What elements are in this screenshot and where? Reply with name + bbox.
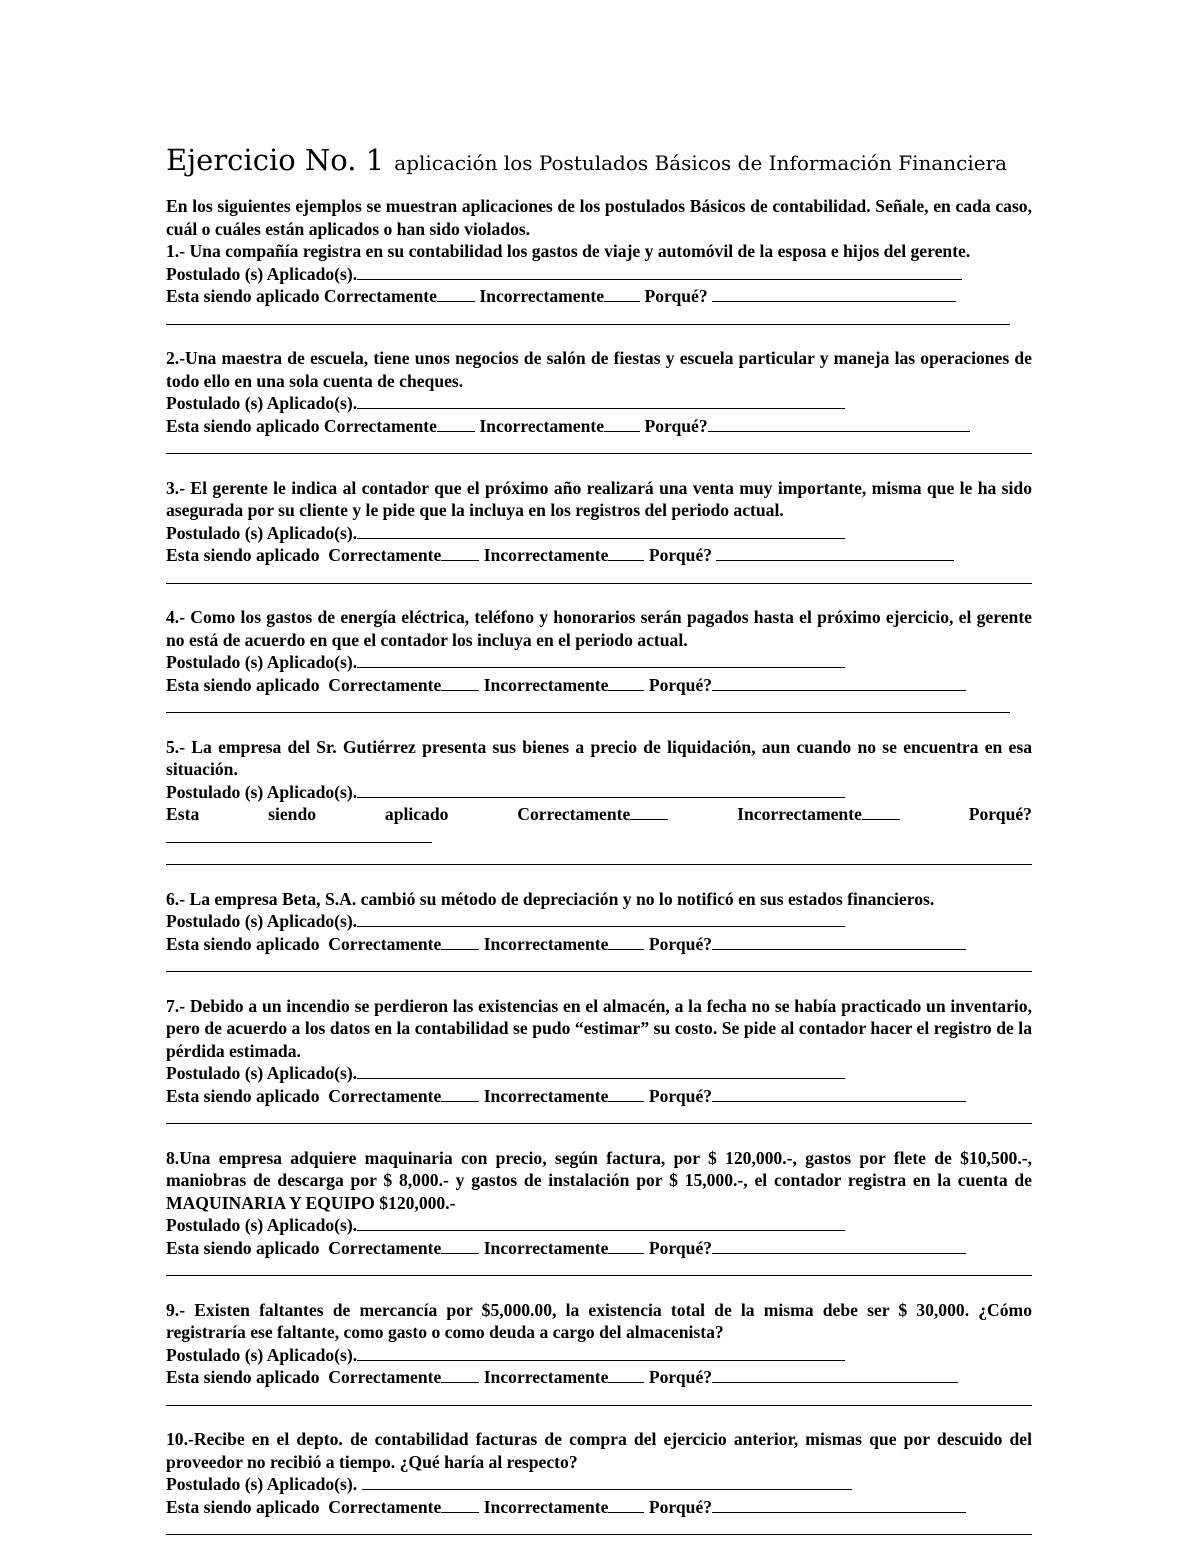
exercise-8-text: 8.Una empresa adquiere maquinaria con precio, según factura, por $ 120,000.-, gastos por flete de $10,500.-, maniobras de descarga por $ 8,000.- y gastos de instalación por $ 15,000.-, el contador registra en la cuenta de MAQUINARIA Y EQUIPO $120,000.-	[166, 1147, 1032, 1213]
postulado-line	[166, 1344, 1032, 1367]
postulado-blank[interactable]	[357, 1214, 845, 1231]
postulado-label: Postulado (s) Aplicado(s).	[166, 393, 358, 413]
intro-paragraph: En los siguientes ejemplos se muestran aplicaciones de los postulados Básicos de contabilidad. Señale, en cada caso, cuál o cuáles están aplicados o han sido violados.	[166, 196, 1032, 239]
correctamente-blank[interactable]	[441, 544, 479, 561]
postulado-line	[166, 910, 1032, 933]
esta-label: Esta siendo aplicado	[166, 415, 320, 436]
aplicado-line	[166, 544, 1032, 567]
correctamente-label: Correctamente	[328, 1496, 442, 1517]
postulado-line	[166, 1473, 1032, 1496]
porque-label: Porqué?	[648, 1085, 713, 1106]
correctamente-label: Correctamente	[328, 1237, 442, 1258]
porque-blank[interactable]	[712, 1496, 966, 1513]
siendo-word: siendo	[268, 804, 317, 824]
title-subtitle: aplicación los Postulados Básicos de Información Financiera	[394, 151, 1008, 175]
esta-label: Esta siendo aplicado	[166, 1496, 320, 1517]
porque-blank[interactable]	[712, 1366, 958, 1383]
answer-rule[interactable]	[166, 1259, 1032, 1276]
porque-label: Porqué?	[968, 804, 1032, 824]
porque-label: Porqué?	[648, 933, 713, 954]
incorrectamente-blank[interactable]	[608, 544, 644, 561]
esta-label: Esta siendo aplicado	[166, 1085, 320, 1106]
answer-rule[interactable]	[166, 308, 1010, 325]
aplicado-line	[166, 415, 1032, 438]
postulado-label: Postulado (s) Aplicado(s).	[166, 1344, 358, 1365]
correctamente-label: Correctamente	[517, 804, 631, 824]
incorrectamente-label: Incorrectamente	[479, 286, 605, 306]
answer-rule[interactable]	[166, 1518, 1032, 1535]
correctamente-blank[interactable]	[441, 1496, 479, 1513]
postulado-label: Postulado (s) Aplicado(s).	[166, 522, 358, 543]
postulado-line	[166, 522, 1032, 545]
postulado-blank[interactable]	[357, 263, 962, 280]
postulado-label: Postulado (s) Aplicado(s).	[166, 263, 358, 284]
aplicado-line	[166, 1237, 1032, 1260]
esta-label: Esta siendo aplicado	[166, 933, 320, 954]
porque-blank[interactable]	[712, 285, 956, 302]
incorrectamente-blank[interactable]	[608, 674, 644, 691]
answer-rule[interactable]	[166, 1107, 1032, 1124]
page-title	[166, 140, 1007, 178]
aplicado-line	[166, 674, 1032, 697]
incorrectamente-label: Incorrectamente	[483, 1496, 609, 1517]
exercise-3-text: 3.- El gerente le indica al contador que el próximo año realizará una venta muy importante, misma que le ha sido asegurada por su cliente y le pide que la incluya en los registros del periodo actual.	[166, 477, 1032, 520]
title-main: Ejercicio No. 1	[166, 143, 385, 177]
exercise-2-text: 2.-Una maestra de escuela, tiene unos negocios de salón de fiestas y escuela particular y maneja las operaciones de todo ello en una sola cuenta de cheques.	[166, 348, 1032, 391]
postulado-line	[166, 1062, 1032, 1085]
incorrectamente-label: Incorrectamente	[483, 1085, 609, 1106]
answer-rule[interactable]	[166, 1389, 1032, 1406]
porque-label: Porqué?	[644, 415, 708, 436]
esta-label: Esta siendo aplicado	[166, 1367, 320, 1387]
postulado-line	[166, 781, 1032, 804]
incorrectamente-blank[interactable]	[862, 803, 900, 820]
esta-label: Esta siendo aplicado	[166, 1237, 320, 1258]
porque-label: Porqué?	[644, 286, 708, 306]
postulado-label: Postulado (s) Aplicado(s).	[166, 652, 358, 672]
postulado-line	[166, 651, 1032, 674]
incorrectamente-blank[interactable]	[608, 1496, 644, 1513]
postulado-line	[166, 263, 1032, 286]
exercise-5-text: 5.- La empresa del Sr. Gutiérrez presenta sus bienes a precio de liquidación, aun cuando no se encuentra en esa situación.	[166, 736, 1032, 779]
correctamente-blank[interactable]	[437, 415, 475, 432]
incorrectamente-blank[interactable]	[604, 285, 640, 302]
esta-word: Esta	[166, 804, 200, 824]
esta-label: Esta siendo aplicado	[166, 674, 320, 695]
correctamente-label: Correctamente	[328, 674, 442, 695]
incorrectamente-label: Incorrectamente	[479, 415, 605, 436]
correctamente-blank[interactable]	[441, 1237, 479, 1254]
porque-label: Porqué?	[648, 545, 713, 565]
postulado-blank[interactable]	[357, 1062, 845, 1079]
porque-blank[interactable]	[712, 933, 966, 950]
postulado-line	[166, 1214, 1032, 1237]
postulado-blank[interactable]	[357, 392, 845, 409]
esta-label: Esta siendo aplicado	[166, 545, 320, 565]
postulado-label: Postulado (s) Aplicado(s).	[166, 1063, 358, 1083]
postulado-label: Postulado (s) Aplicado(s).	[166, 1474, 358, 1494]
aplicado-word: aplicado	[384, 804, 449, 824]
aplicado-line	[166, 285, 1032, 308]
answer-rule[interactable]	[166, 567, 1032, 584]
answer-rule[interactable]	[166, 437, 1032, 454]
porque-blank[interactable]	[712, 674, 966, 691]
porque-label: Porqué?	[648, 1496, 713, 1517]
incorrectamente-label: Incorrectamente	[483, 933, 609, 954]
correctamente-label: Correctamente	[323, 415, 437, 436]
aplicado-line	[166, 1496, 1032, 1519]
correctamente-label: Correctamente	[328, 1367, 442, 1387]
porque-label: Porqué?	[648, 674, 713, 695]
incorrectamente-label: Incorrectamente	[483, 1367, 609, 1387]
exercise-1-text: 1.- Una compañía registra en su contabilidad los gastos de viaje y automóvil de la esposa e hijos del gerente.	[166, 241, 971, 261]
correctamente-label: Correctamente	[328, 933, 442, 954]
postulado-line	[166, 392, 1032, 415]
correctamente-label: Correctamente	[328, 1085, 442, 1106]
aplicado-line	[166, 1085, 1032, 1108]
incorrectamente-label: Incorrectamente	[483, 1237, 609, 1258]
porque-label: Porqué?	[648, 1237, 713, 1258]
incorrectamente-blank[interactable]	[608, 1085, 644, 1102]
postulado-label: Postulado (s) Aplicado(s).	[166, 781, 358, 802]
postulado-blank[interactable]	[357, 1344, 845, 1361]
postulado-label: Postulado (s) Aplicado(s).	[166, 1215, 358, 1235]
correctamente-label: Correctamente	[328, 545, 442, 565]
exercise-body	[166, 195, 1032, 1535]
incorrectamente-label: Incorrectamente	[483, 674, 609, 695]
aplicado-line	[166, 1366, 1032, 1389]
postulado-blank[interactable]	[357, 781, 845, 798]
exercise-4-text: 4.- Como los gastos de energía eléctrica, teléfono y honorarios serán pagados hasta el próximo ejercicio, el gerente no está de acuerdo en que el contador los incluya en el periodo actual.	[166, 607, 1032, 650]
aplicado-line	[166, 933, 1032, 956]
incorrectamente-blank[interactable]	[608, 1366, 644, 1383]
esta-label: Esta siendo aplicado	[166, 286, 320, 306]
postulado-blank[interactable]	[357, 910, 845, 927]
porque-blank[interactable]	[708, 415, 970, 432]
correctamente-blank[interactable]	[441, 1366, 479, 1383]
incorrectamente-blank[interactable]	[608, 933, 644, 950]
answer-rule[interactable]	[166, 696, 1010, 713]
answer-rule[interactable]	[166, 848, 1032, 865]
exercise-9-text: 9.- Existen faltantes de mercancía por $5,000.00, la existencia total de la misma debe ser $ 30,000. ¿Cómo registraría ese faltante, como gasto o como deuda a cargo del almacenista?	[166, 1299, 1032, 1342]
postulado-blank[interactable]	[362, 1473, 852, 1490]
porque-blank[interactable]	[166, 826, 432, 843]
correctamente-blank[interactable]	[437, 285, 475, 302]
porque-blank[interactable]	[712, 1237, 966, 1254]
aplicado-line-justified	[166, 803, 1032, 826]
incorrectamente-label: Incorrectamente	[483, 545, 609, 565]
correctamente-blank[interactable]	[630, 803, 668, 820]
correctamente-blank[interactable]	[441, 1085, 479, 1102]
correctamente-blank[interactable]	[441, 674, 479, 691]
incorrectamente-label: Incorrectamente	[737, 804, 862, 824]
porque-blank[interactable]	[712, 1085, 966, 1102]
correctamente-label: Correctamente	[323, 286, 437, 306]
porque-label: Porqué?	[648, 1367, 713, 1387]
incorrectamente-blank[interactable]	[608, 1237, 644, 1254]
porque-blank[interactable]	[716, 544, 954, 561]
correctamente-blank[interactable]	[441, 933, 479, 950]
incorrectamente-blank[interactable]	[604, 415, 640, 432]
postulado-blank[interactable]	[357, 522, 845, 539]
exercise-10-text: 10.-Recibe en el depto. de contabilidad facturas de compra del ejercicio anterior, mismas que por descuido del proveedor no recibió a tiempo. ¿Qué haría al respecto?	[166, 1429, 1032, 1472]
postulado-blank[interactable]	[357, 651, 845, 668]
exercise-7-text: 7.- Debido a un incendio se perdieron las existencias en el almacén, a la fecha no se había practicado un inventario, pero de acuerdo a los datos en la contabilidad se pudo “estimar” su costo. Se pide al contador hacer el registro de la pérdida estimada.	[166, 995, 1032, 1061]
answer-rule[interactable]	[166, 955, 1032, 972]
exercise-6-text: 6.- La empresa Beta, S.A. cambió su método de depreciación y no lo notificó en sus estados financieros.	[166, 888, 935, 909]
postulado-label: Postulado (s) Aplicado(s).	[166, 911, 358, 931]
